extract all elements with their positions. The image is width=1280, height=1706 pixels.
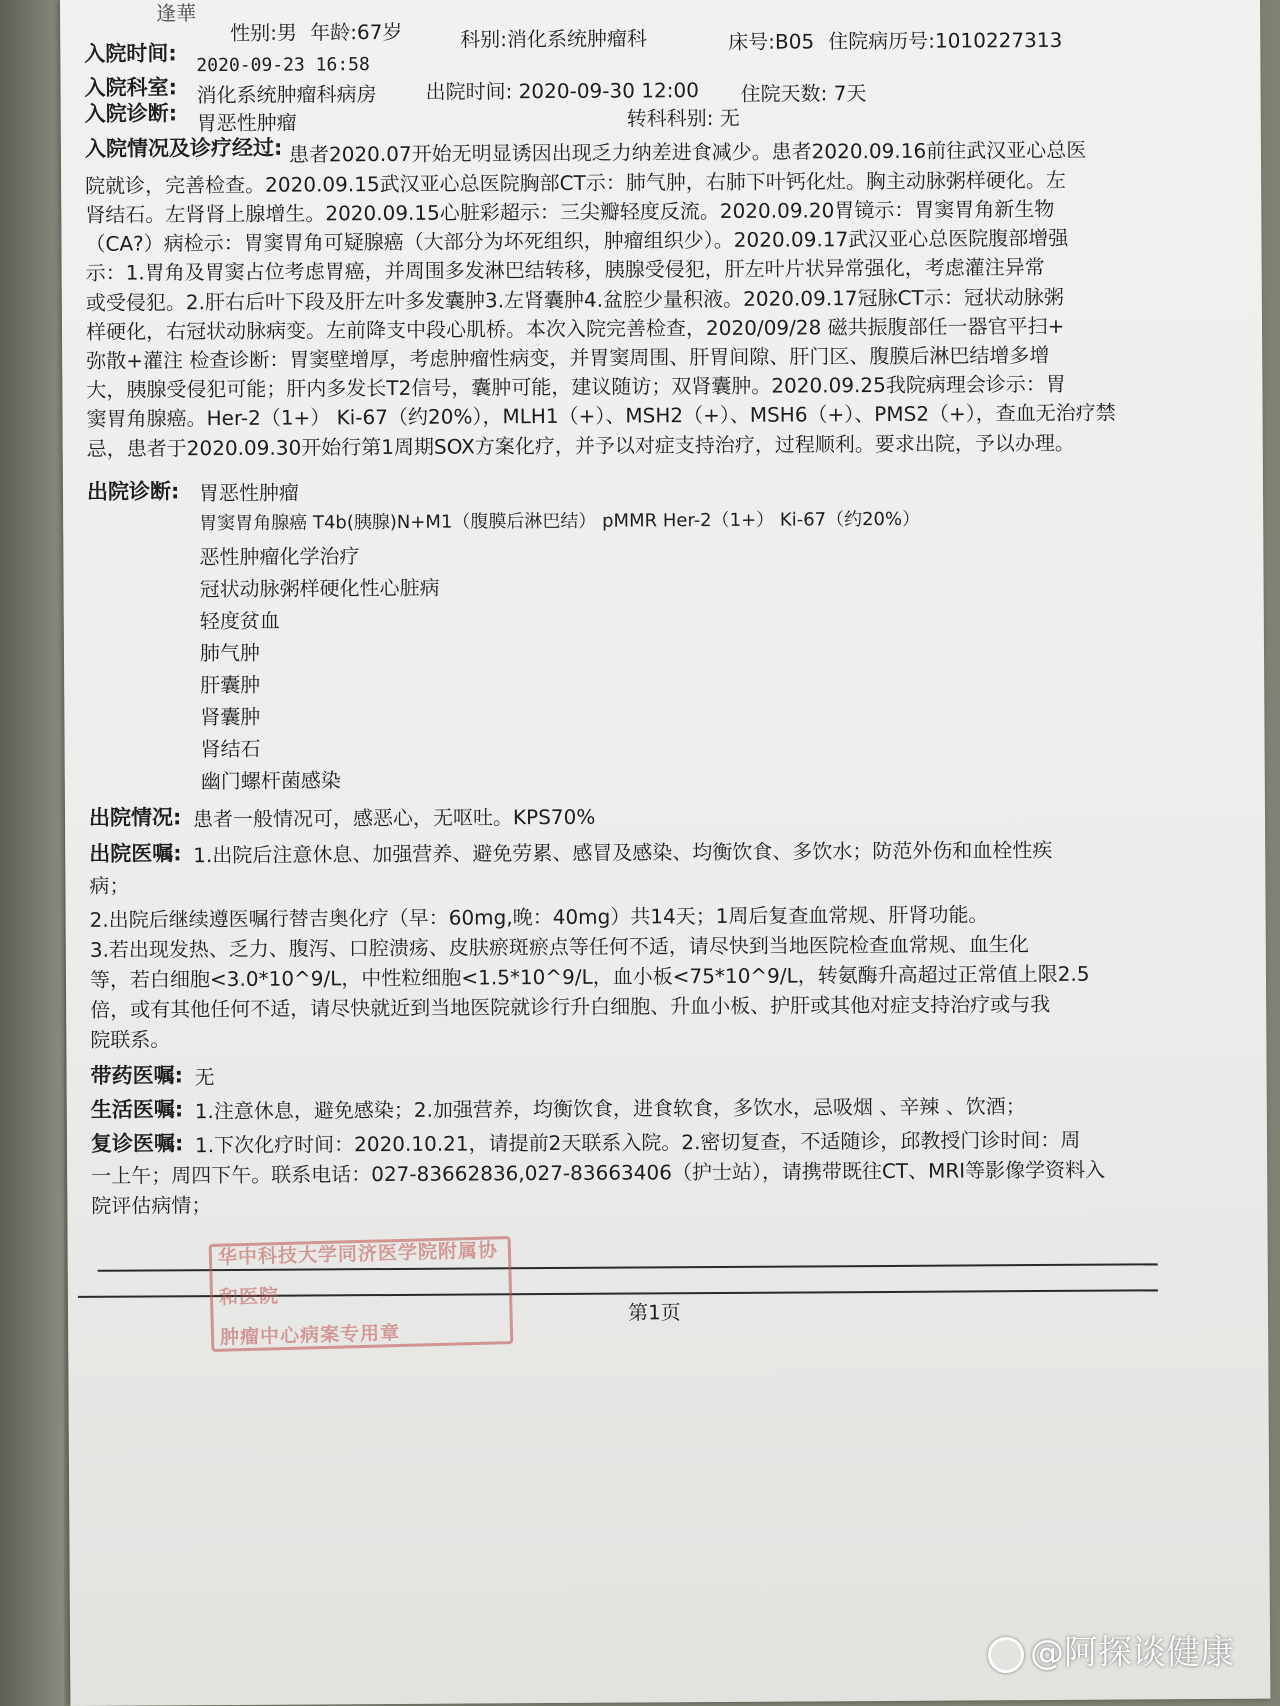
department: 科别:消化系统肿瘤科	[460, 26, 648, 52]
discharge-diagnosis-label: 出院诊断:	[86, 479, 180, 504]
record-number: 住院病历号:1010227313	[828, 27, 1063, 54]
diagnosis-item: 胃窦胃角腺癌 T4b(胰腺)N+M1（腹膜后淋巴结） pMMR Her-2（1+） Ki-67（约20%）	[199, 508, 921, 535]
discharge-status-label: 出院情况:	[88, 805, 182, 830]
course-line: 肾结石。左肾肾上腺增生。2020.09.15心脏彩超示：三尖瓣轻度反流。2020.09.20胃镜示：胃窦胃角新生物	[85, 196, 1055, 227]
diagnosis-item: 肾囊肿	[200, 704, 261, 730]
discharge-order-line: 3.若出现发热、乏力、腹泻、口腔溃疡、皮肤瘀斑瘀点等任何不适，请尽快到当地医院检查血常规、血生化	[89, 932, 1029, 962]
followup-line: 院评估病情；	[91, 1193, 212, 1218]
course-line: 示：1.胃角及胃窦占位考虑胃癌，并周围多发淋巴结转移，胰腺受侵犯，肝左叶片状异常强化，考虑灌注异常	[85, 254, 1045, 285]
discharge-order-line: 1.出院后注意休息、加强营养、避免劳累、感冒及感染、均衡饮食、多饮水；防范外伤和血栓性疾	[193, 837, 1053, 868]
stay-days: 住院天数: 7天	[740, 81, 867, 106]
admission-time-value: 2020-09-23 16:58	[196, 54, 370, 77]
admission-diagnosis-value: 胃恶性肿瘤	[196, 110, 297, 136]
course-line: 样硬化，右冠状动脉病变。左前降支中段心肌桥。本次入院完善检查，2020/09/28 磁共振腹部任一器官平扫+	[85, 313, 1065, 344]
diagnosis-item: 肝囊肿	[200, 672, 261, 698]
admission-diagnosis-label: 入院诊断:	[84, 101, 178, 126]
discharge-order-line: 倍，或有其他任何不适，请尽快就近到当地医院就诊行升白细胞、升血小板、护肝或其他对症支持治疗或与我	[90, 991, 1051, 1022]
discharge-record-page	[60, 0, 1270, 1706]
hospital-seal-stamp	[209, 1236, 514, 1352]
course-line: 院就诊，完善检查。2020.09.15武汉亚心总医院胸部CT示：肺气肿，右肺下叶钙化灶。胸主动脉粥样硬化。左	[85, 167, 1066, 198]
followup-line: 1.下次化疗时间：2020.10.21，请提前2天联系入院。2.密切复查，不适随诊，邱教授门诊时间：周	[194, 1127, 1081, 1158]
transfer-dept: 转科科别: 无	[626, 105, 740, 131]
bed-number: 床号:B05	[728, 29, 815, 54]
watermark-logo-icon	[988, 1637, 1024, 1673]
course-line: （CA?）病检示：胃窦胃角可疑腺癌（大部分为坏死组织，肿瘤组织少）。2020.09.17武汉亚心总医院腹部增强	[85, 225, 1069, 256]
watermark	[988, 1625, 1234, 1674]
diagnosis-item: 肾结石	[200, 736, 261, 762]
course-line: 大，胰腺受侵犯可能；肝内多发长T2信号，囊肿可能，建议随访；双肾囊肿。2020.09.25我院病理会诊示：胃	[86, 371, 1066, 402]
discharge-orders-label: 出院医嘱:	[89, 841, 182, 866]
gender: 性别:男	[230, 20, 298, 45]
course-line: 患者2020.07开始无明显诱因出现乏力纳差进食减少。患者2020.09.16前往武汉亚心总医	[288, 137, 1087, 167]
desk-background	[0, 0, 64, 1706]
course-line: 窦胃角腺癌。Her-2（1+） Ki-67（约20%），MLH1（+）、MSH2（+）、MSH6（+）、PMS2（+），查血无治疗禁	[86, 400, 1116, 431]
life-orders-label: 生活医嘱:	[90, 1097, 184, 1122]
medication-orders-value: 无	[194, 1065, 215, 1090]
discharge-order-line: 院联系。	[90, 1027, 171, 1052]
life-orders-value: 1.注意休息，避免感染；2.加强营养，均衡饮食，进食软食，多饮水，忌吸烟 、辛辣 、饮酒；	[194, 1094, 1026, 1124]
discharge-status-value: 患者一般情况可，感恶心，无呕吐。KPS70%	[192, 804, 596, 832]
diagnosis-item: 轻度贫血	[199, 608, 280, 634]
admission-dept-value: 消化系统肿瘤科病房	[196, 82, 377, 108]
diagnosis-item: 幽门螺杆菌感染	[200, 768, 341, 794]
admission-dept-label: 入院科室:	[84, 75, 178, 100]
course-label: 入院情况及诊疗经过:	[84, 135, 283, 161]
course-line: 忌，患者于2020.09.30开始行第1周期SOX方案化疗，并予以对症支持治疗，过程顺利。要求出院，予以办理。	[86, 430, 1075, 461]
discharge-time: 出院时间: 2020-09-30 12:00	[425, 78, 699, 104]
stamp-line: 肿瘤中心病案专用章	[219, 1321, 401, 1349]
diagnosis-item: 冠状动脉粥样硬化性心脏病	[199, 575, 440, 602]
followup-label: 复诊医嘱:	[90, 1131, 184, 1156]
diagnosis-item: 胃恶性肿瘤	[198, 480, 300, 506]
age: 年龄:67岁	[310, 19, 403, 45]
stamp-line: 华中科技大学同济医学院附属协和医院	[217, 1239, 499, 1309]
admission-time-label: 入院时间:	[84, 41, 177, 66]
course-line: 弥散+灌注 检查诊断：胃窦壁增厚，考虑肿瘤性病变，并胃窦周围、肝胃间隙、肝门区、腹膜后淋巴结增多增	[86, 342, 1050, 373]
discharge-order-line: 2.出院后继续遵医嘱行替吉奥化疗（早：60mg,晚：40mg）共14天；1周后复查血常规、肝肾功能。	[89, 902, 989, 932]
course-line: 或受侵犯。2.肝右后叶下段及肝左叶多发囊肿3.左肾囊肿4.盆腔少量积液。2020.09.17冠脉CT示：冠状动脉粥	[85, 284, 1064, 315]
medication-orders-label: 带药医嘱:	[90, 1063, 184, 1088]
patient-name-partial: 逢華	[156, 1, 197, 26]
page-number: 第1页	[627, 1300, 681, 1325]
discharge-order-line: 病；	[89, 873, 130, 898]
followup-line: 一上午；周四下午。联系电话：027-83662836,027-83663406（护士站），请携带既往CT、MRI等影像学资料入	[91, 1157, 1106, 1188]
diagnosis-item: 恶性肿瘤化学治疗	[199, 544, 360, 570]
watermark-text: @阿探谈健康	[1030, 1633, 1234, 1673]
discharge-order-line: 等，若白细胞<3.0*10^9/L，中性粒细胞<1.5*10^9/L，血小板<75*10^9/L，转氨酶升高超过正常值上限2.5	[89, 961, 1090, 992]
diagnosis-item: 肺气肿	[199, 640, 261, 666]
